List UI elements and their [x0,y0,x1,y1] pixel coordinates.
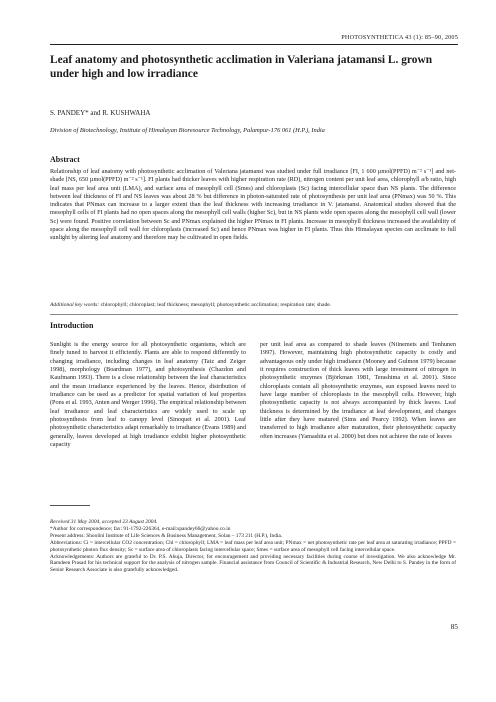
article-title: Leaf anatomy and photosynthetic acclimation in Valeriana jatamansi L. grown under high and low irradiance [50,54,433,80]
footnote-present-address: Present address: Shoolini Institute of Life Sciences & Business Management, Solan – 173 211 (H.P.), India. [50,532,283,539]
keywords [50,302,456,308]
footnote-correspondence: *Author for correspondence; fax: 91-1792-226364, e-mail:spandey66@yahoo.co.in [50,525,231,532]
footnote-acknowledgements: Acknowledgements: Authors are grateful to Dr. P.S. Ahuja, Director, for encouragement and providing necessary facilities during course of investigation. We also acknowledge Mr. Ramdeen Prasad for his technical support for the analysis of nitrogen sample. Financial assistance from Council of Scientific & Industrial Research, New Delhi to S. Pandey in the form of Senior Research Associate is also gratefully acknowledged. [50,553,456,574]
journal-header: PHOTOSYNTHETICA 43 (1): 85–90, 2005 [341,34,458,41]
affiliation: Division of Biotechnology, Institute of Himalayan Bioresource Technology, Palampur-176 061 (H.P.), India [50,127,325,134]
header-rule [50,44,458,45]
author-list: S. PANDEY* and R. KUSHWAHA [50,109,151,117]
footnote-abbreviations: Abbreviations: Ci = intercellular CO2 concentration; Chl = chlorophyll; LMA = leaf mass per leaf area unit; PNmax = net photosynthetic rate per leaf area at saturating irradiance; PPFD = photosynthetic photon flux density; Sc = surface area of chloroplasts facing intercellular space; Smes = surface area of mesophyll cell facing intercellular space. [50,539,456,553]
abstract-heading: Abstract [50,155,80,164]
page-number: 85 [450,622,458,631]
section-divider [50,314,458,315]
keywords-text: chlorophyll; chloroplast; leaf thickness; mesophyll; photosynthetic acclimation; respiration rate; shade. [100,302,332,308]
intro-column-right: per unit leaf area as compared to shade leaves (Niinemets and Tenhunen 1997). However, maintaining high photosynthetic capacity is costly and advantageous only under high irradiance (Mooney and Gulmon 1979) because it requires construction of thick leaves with large investment of nitrogen in photosynthetic enzymes (Björkman 1981, Terashima et al. 2001). Since chloroplasts contain all photosynthetic enzymes, sun exposed leaves need to have large number of chloroplasts in the mesophyll cells. However, high photosynthetic capacity is not always accompanied by thick leaves. Leaf thickness is determined by the irradiance at leaf development, and changes little after they have matured (Sims and Pearcy 1992). When leaves are transferred to high irradiance after maturation, their photosynthetic capacity often increases (Yamashita et al. 2000) but does not achieve the rate of leaves [260,341,456,440]
introduction-heading: Introduction [50,321,94,330]
footnote-received: Received 31 May 2004, accepted 23 August 2004. [50,519,158,525]
abstract-text: Relationship of leaf anatomy with photosynthetic acclimation of Valeriana jatamansi was studied under full irradiance [FI, 1 600 µmol(PPFD) m⁻² s⁻¹] and net-shade [NS, 650 µmol(PPFD) m⁻² s⁻¹]. FI plants had thicker leaves with higher respiration rate (RD), nitrogen content per unit leaf area, chlorophyll a/b ratio, high leaf mass per leaf area unit (LMA), and surface area of mesophyll cell (Smes) and chloroplasts (Sc) facing intercellular space than NS plants. The difference between leaf thickness of FI and NS leaves was about 28 % but difference in photon-saturated rate of photosynthesis per unit leaf area (PNmax) was 50 %. This indicates that PNmax can increase to a larger extent than the leaf thickness with increasing irradiance in V. jatamansi. Anatomical studies showed that the mesophyll cells of FI plants had no open spaces along the mesophyll cell walls (higher Sc), but in NS plants wide open spaces along the mesophyll cell wall (lower Sc) were found. Positive correlation between Sc and PNmax explained the higher PNmax in FI plants. Increase in mesophyll thickness increased the availability of space along the mesophyll cell wall for chloroplasts (increased Sc) and hence PNmax was higher in FI plants. Thus this Himalayan species can acclimate to full sunlight by altering leaf anatomy and therefore may be cultivated in open fields. [50,168,456,241]
footnotes [50,519,456,574]
footnote-rule [50,505,90,506]
keywords-label: Additional key words: [50,302,100,308]
intro-column-left: Sunlight is the energy source for all photosynthetic organisms, which are finely tuned to harvest it efficiently. Plants are able to respond differently to changing irradiance, including changes in leaf anatomy (Taiz and Zeiger 1998), morphology (Boardman 1977), and photosynthesis (Chazdon and Kaufmann 1993). There is a close relationship between the leaf characteristics and the mean irradiance experienced by the leaves. Hence, distribution of irradiance can be used as a predictor for spatial variation of leaf properties (Pons et al. 1993, Anten and Werger 1996). The empirical relationship between leaf irradiance and leaf characteristics are widely used to scale up photosynthesis from leaf to canopy level (Sinoquet et al. 2001). Leaf photosynthetic characteristics adapt remarkably to irradiance (Evans 1989) and generally, leaves developed at high irradiance exhibit higher photosynthetic capacity [50,341,246,449]
